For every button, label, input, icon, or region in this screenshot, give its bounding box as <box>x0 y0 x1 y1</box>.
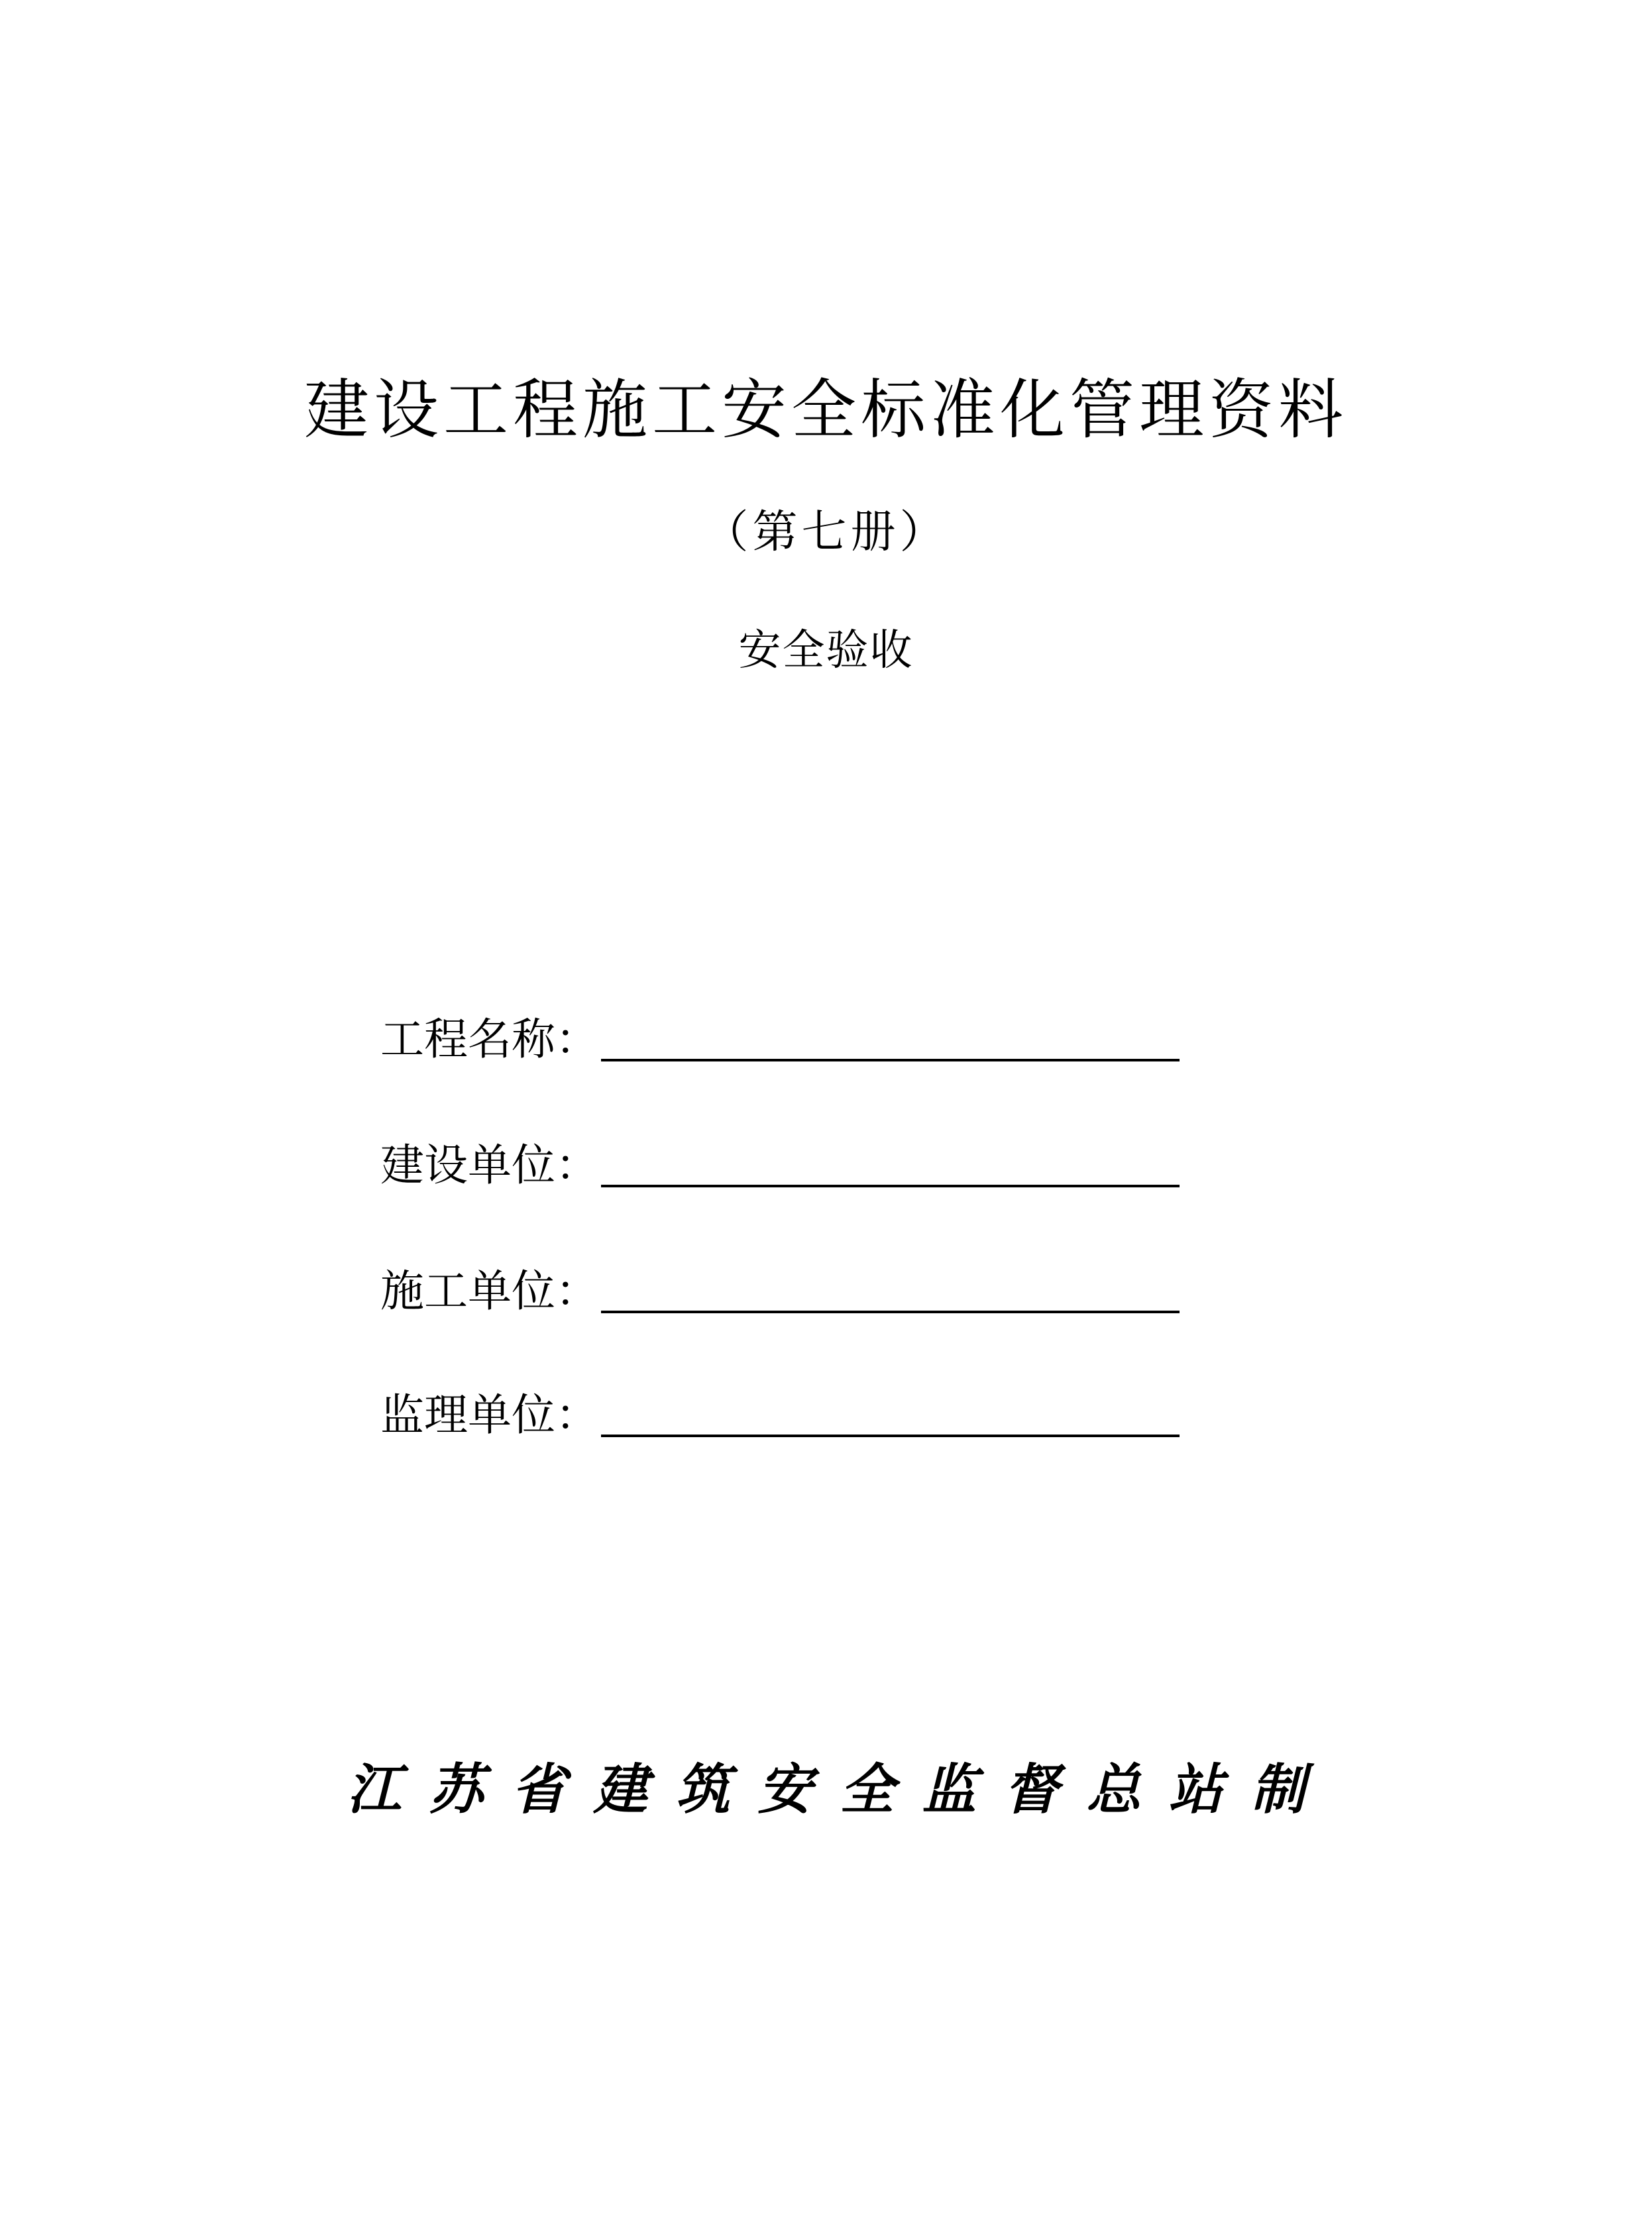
supervision-unit-label: 监理单位： <box>380 1389 599 1440</box>
field-row-supervision-unit <box>380 1370 1242 1442</box>
field-row-contractor-unit <box>380 1246 1242 1319</box>
contractor-unit-field[interactable] <box>601 1311 1180 1313</box>
supervision-unit-field[interactable] <box>601 1435 1180 1437</box>
field-row-construction-unit <box>380 1120 1242 1193</box>
project-name-field[interactable] <box>601 1059 1180 1061</box>
issuer-line: 江苏省建筑安全监督总站制 <box>347 1758 1333 1821</box>
volume-label: （第七册） <box>703 506 949 559</box>
field-row-project-name <box>380 994 1242 1067</box>
document-subtitle: 安全验收 <box>738 626 914 675</box>
construction-unit-field[interactable] <box>601 1185 1180 1187</box>
construction-unit-label: 建设单位： <box>380 1140 599 1191</box>
contractor-unit-label: 施工单位： <box>380 1266 599 1317</box>
document-title: 建设工程施工安全标准化管理资料 <box>303 372 1348 448</box>
project-name-label: 工程名称： <box>380 1014 599 1065</box>
